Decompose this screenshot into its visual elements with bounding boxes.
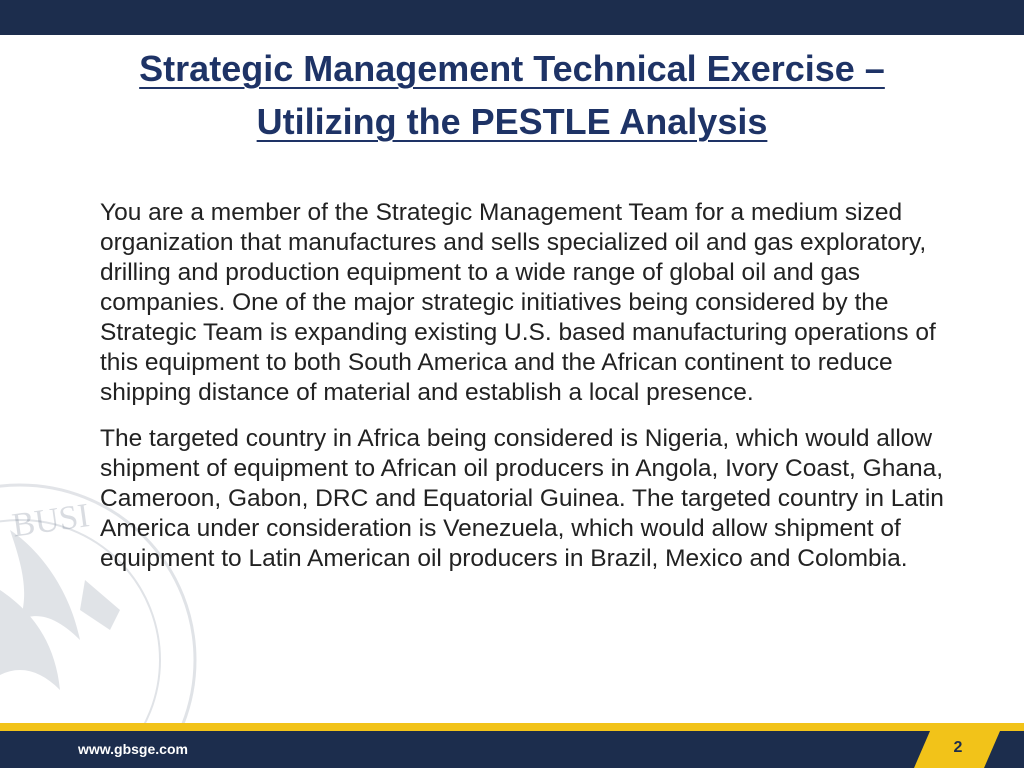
body-paragraph-1: You are a member of the Strategic Management Team for a medium sized organization that manufactures and sells specialized oil and gas exploratory, drilling and production equipment to a wide range of global oil and gas companies. One of the major strategic initiatives being considered by the Strategic Team is expanding existing U.S. based manufacturing operations of this equipment to both South America and the African continent to reduce shipping distance of material and establish a local presence. — [100, 199, 936, 406]
slide-title-line-1: Strategic Management Technical Exercise – — [139, 48, 885, 89]
footer-website-url: www.gbsge.com — [78, 741, 188, 757]
footer-gold-stripe — [0, 723, 1024, 731]
watermark-text: BUSI — [9, 497, 92, 545]
slide-body — [100, 198, 980, 590]
page-number: 2 — [953, 739, 963, 756]
slide-title-line-2: Utilizing the PESTLE Analysis — [256, 101, 768, 142]
top-bar — [0, 0, 1024, 35]
page-number-badge — [0, 731, 1024, 768]
body-paragraph-2: The targeted country in Africa being considered is Nigeria, which would allow shipment of equipment to African oil producers in Angola, Ivory Coast, Ghana, Cameroon, Gabon, DRC and Equatorial Guinea. The targeted country in Latin America under consideration is Venezuela, which would allow shipment of equipment to Latin American oil producers in Brazil, Mexico and Colombia. — [100, 425, 944, 572]
slide-title — [0, 42, 1024, 148]
